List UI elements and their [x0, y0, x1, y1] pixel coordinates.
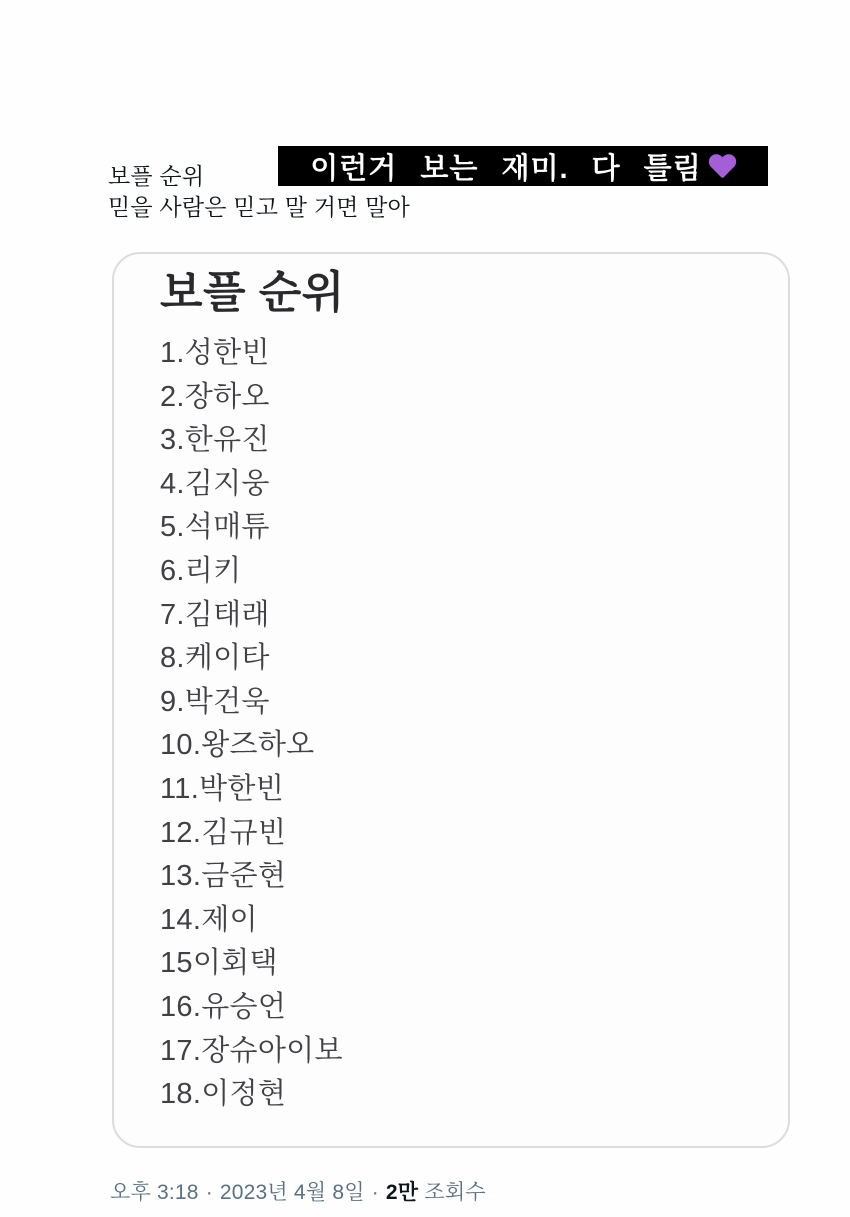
- view-count-label: 조회수: [424, 1181, 486, 1204]
- rank-list-item: 6.리키: [160, 554, 242, 587]
- rank-list-item: 7.김태래: [160, 598, 270, 631]
- rank-list-item: 17.장슈아이보: [160, 1034, 343, 1067]
- tweet-time: 오후 3:18: [110, 1181, 199, 1204]
- meta-separator-1: ·: [205, 1181, 213, 1204]
- ranking-card-title: 보플 순위: [160, 268, 345, 317]
- rank-list-item: 15이회택: [160, 947, 278, 980]
- rank-list-item: 14.제이: [160, 903, 258, 936]
- rank-list-item: 13.금준현: [160, 860, 287, 893]
- tweet-date: 2023년 4월 8일: [219, 1181, 365, 1204]
- caption-banner-text: 이런거 보는 재미. 다 틀림: [310, 152, 702, 185]
- rank-list-item: 9.박건욱: [160, 685, 270, 718]
- rank-list-item: 11.박한빈: [160, 772, 285, 805]
- rank-list-item: 10.왕즈하오: [160, 729, 315, 762]
- rank-list-item: 18.이정현: [160, 1078, 287, 1111]
- rank-list-item: 8.케이타: [160, 642, 270, 675]
- ranking-image-card[interactable]: [112, 252, 790, 1148]
- rank-list-item: 16.유승언: [160, 990, 287, 1023]
- rank-list-item: 3.한유진: [160, 424, 270, 457]
- rank-list-item: 12.김규빈: [160, 816, 287, 849]
- tweet-meta: [110, 1176, 486, 1206]
- rank-list-item: 4.김지웅: [160, 467, 270, 500]
- rank-list-item: 1.성한빈: [160, 337, 270, 369]
- rank-list-item: 2.장하오: [160, 380, 270, 413]
- meta-separator-2: ·: [371, 1181, 379, 1204]
- view-count-group: [386, 1181, 486, 1204]
- caption-banner: [278, 146, 768, 186]
- ranking-list: [160, 332, 788, 1117]
- view-count-value: 2만: [385, 1181, 419, 1204]
- purple-heart-icon: [708, 154, 736, 180]
- tweet-text-line-1: 보플 순위: [108, 163, 205, 189]
- rank-list-item: 5.석매튜: [160, 511, 270, 544]
- timestamp-link[interactable]: [110, 1181, 365, 1204]
- tweet-text-line-2: 믿을 사람은 믿고 말 거면 말아: [108, 194, 410, 220]
